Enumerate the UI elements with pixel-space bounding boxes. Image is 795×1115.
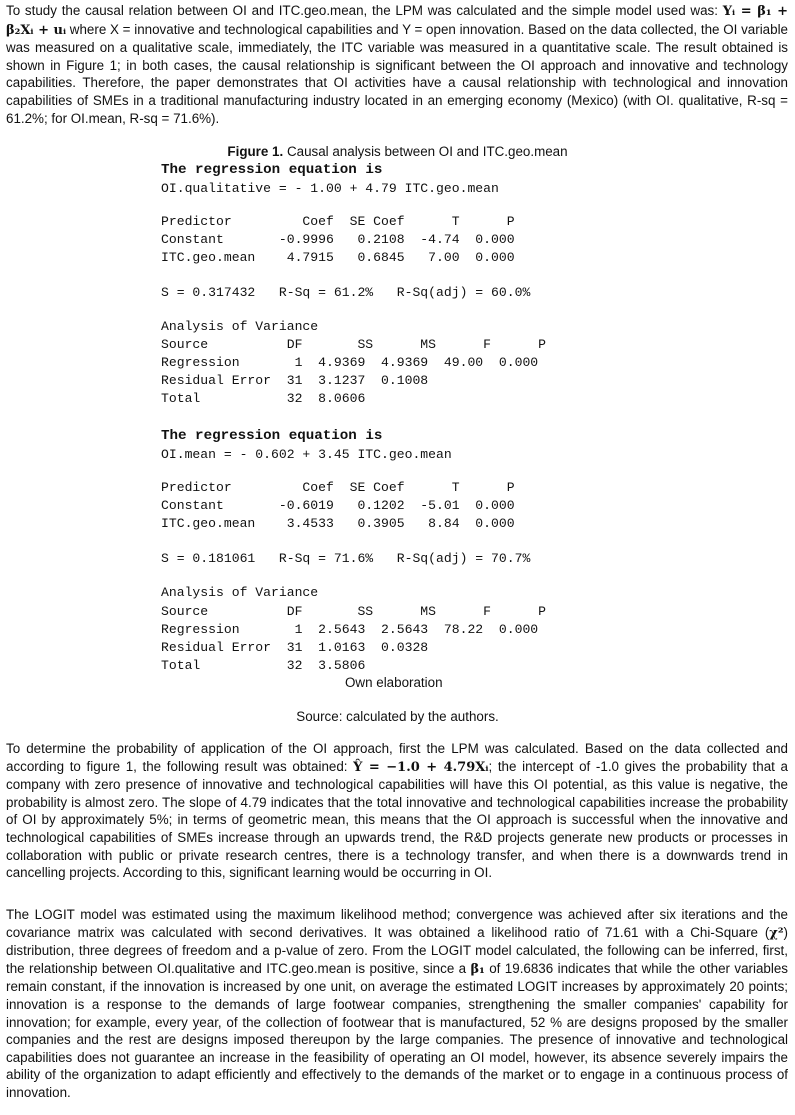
figure-label: Figure 1. [227,144,284,159]
figure-caption [0,144,795,159]
anova-row-regression-2: Regression 1 2.5643 2.5643 78.22 0.000 [161,622,539,637]
coef-row-constant-2: Constant -0.6019 0.1202 -5.01 0.000 [161,498,515,513]
lpm-equation: Ŷ = −1.0 + 4.79Xᵢ [353,759,489,775]
fit-stats-1: S = 0.317432 R-Sq = 61.2% R-Sq(adj) = 60.0% [161,285,531,300]
para1-text-b: where X = innovative and technological capabilities and Y = open innovation. Based on the data collected, the OI variable was measured on a qualitative scale, immediately, the ITC variable was measured in a quantitative scale. The result obtained is shown in Figure 1; in both cases, the causal relationship is significant between the OI approach and innovative and technology capabilities. Therefore, the paper demonstrates that OI activities have a causal relationship with technological and innovation capabilities of SMEs in a traditional manufacturing industry located in an emerging economy (Mexico) (with OI. qualitative, R-sq = 61.2%; for OI.mean, R-sq = 71.6%). [6,21,788,126]
anova-row-residual-2: Residual Error 31 1.0163 0.0328 [161,640,429,655]
coef-row-itc-1: ITC.geo.mean 4.7915 0.6845 7.00 0.000 [161,250,515,265]
anova-header-2: Source DF SS MS F P [161,604,547,619]
coef-header-2: Predictor Coef SE Coef T P [161,480,515,495]
paragraph-intro [6,2,788,127]
model-equation: Yᵢ = β₁ + β₂Xᵢ + uᵢ [6,4,788,38]
para1-text-a: To study the causal relation between OI and ITC.geo.mean, the LPM was calculated and the simple model used was: [6,3,723,18]
coef-row-itc-2: ITC.geo.mean 3.4533 0.3905 8.84 0.000 [161,516,515,531]
regression-heading-2: The regression equation is [161,428,383,444]
para2-text-a: To determine the probability of application of the OI approach, first the LPM was calculated. Based on the data collected and according to figure 1, the following result was obtained: [6,741,788,774]
coef-row-constant-1: Constant -0.9996 0.2108 -4.74 0.000 [161,232,515,247]
anova-row-total-2: Total 32 3.5806 [161,658,366,673]
chi-square-symbol: χ² [769,925,784,941]
anova-title-2: Analysis of Variance [161,585,319,600]
figure-caption-text: Causal analysis between OI and ITC.geo.mean [283,144,568,159]
anova-row-total-1: Total 32 8.0606 [161,391,366,406]
anova-row-regression-1: Regression 1 4.9369 4.9369 49.00 0.000 [161,355,539,370]
anova-row-residual-1: Residual Error 31 3.1237 0.1008 [161,373,429,388]
para2-text-b: ; the intercept of -1.0 gives the probability that a company with zero presence of innovative and technological capabilities will have this OI potential, as this value is negative, the probability is almost zero. The slope of 4.79 indicates that the total innovative and technological capabilities increase the probability of OI by approximately 5%; in terms of geometric mean, this means that the OI approach is successful when the innovative and technological capabilities of SMEs increase through an upwards trend, the R&D projects generate new products or processes in collaboration with public or private research centres, there is a technology transfer, and when there is a downwards trend in cancelling projects. According to this, significant learning would be occurring in OI. [6,758,788,881]
anova-title-1: Analysis of Variance [161,319,319,334]
regression-equation-1: OI.qualitative = - 1.00 + 4.79 ITC.geo.mean [161,181,499,196]
para3-text-a: The LOGIT model was estimated using the maximum likelihood method; convergence was achieved after six iterations and the covariance matrix was calculated with second derivatives. It was obtained a likelihood ratio of 71.61 with a Chi-Square ( [6,907,788,940]
regression-equation-2: OI.mean = - 0.602 + 3.45 ITC.geo.mean [161,447,452,462]
regression-heading-1: The regression equation is [161,162,383,178]
anova-header-1: Source DF SS MS F P [161,337,547,352]
fit-stats-2: S = 0.181061 R-Sq = 71.6% R-Sq(adj) = 70.7% [161,551,531,566]
paragraph-logit [6,906,788,1102]
paragraph-lpm [6,740,788,882]
coef-header-1: Predictor Coef SE Coef T P [161,214,515,229]
beta-symbol: β₁ [470,961,485,977]
para3-text-b: ) distribution, three degrees of freedom and a p-value of zero. From the LOGIT model calculated, the following can be inferred, first, the relationship between OI.qualitative and ITC.geo.mean is positive, since a [6,924,788,976]
figure-source: Source: calculated by the authors. [296,709,499,724]
own-elaboration-note: Own elaboration [345,675,443,690]
para3-text-c: of 19.6836 indicates that while the other variables remain constant, if the innovation is increased by one unit, on average the estimated LOGIT increases by approximately 20 points; innovation is a response to the demands of large footwear companies, strengthening the smaller companies' capability for innovation; for example, every year, of the collection of footwear that is manufactured, 52 % are designs proposed by the smaller companies and the rest are designs imposed thereupon by the large companies. The presence of innovative and technological capabilities does not guarantee an increase in the feasibility of operating an OI model, however, its absence severely impairs the ability of the organization to adapt efficiently and effectively to the demands of the market or to engage in a continuous process of innovation. [6,960,788,1100]
